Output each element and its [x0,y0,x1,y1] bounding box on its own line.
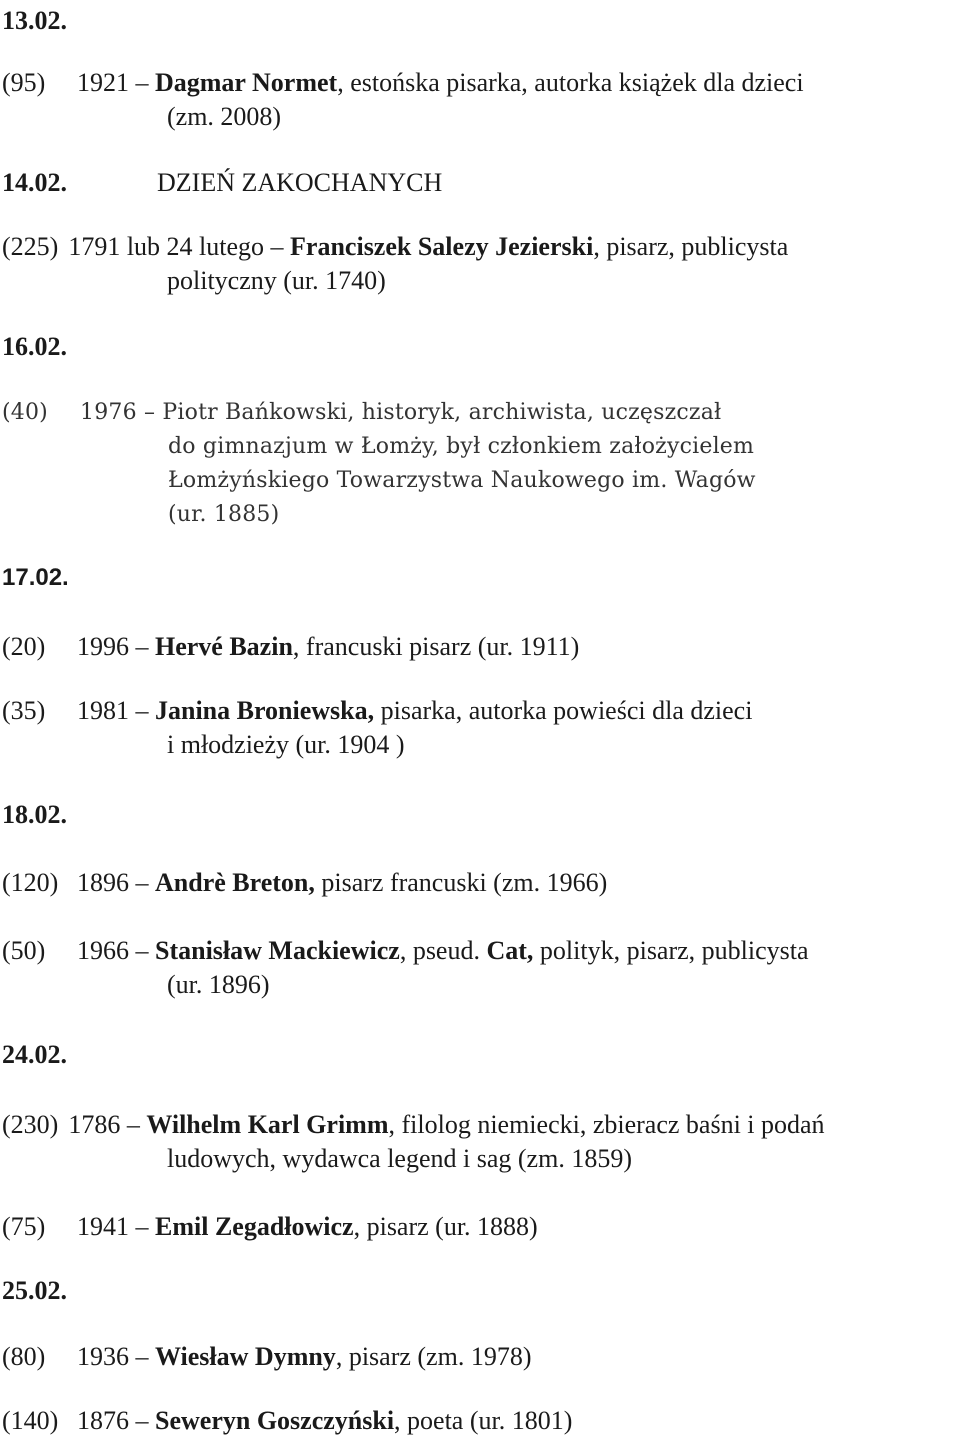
entry-person-name: Wiesław Dymny [155,1342,336,1371]
entry-description: , francuski pisarz (ur. 1911) [292,632,580,661]
entry-continuation: (ur. 1885) [168,502,280,527]
entry-description: , pisarz, publicysta [593,232,789,261]
entry-description: , filolog niemiecki, zbieracz baśni i podań [388,1110,825,1139]
entry-year: 1791 lub 24 lutego – [68,232,284,261]
entry-number: (140) [2,1406,59,1435]
entry-pseudonym: Cat, [486,936,534,965]
entry-continuation: do gimnazjum w Łomży, był członkiem założycielem [168,434,755,459]
entry-person-name: Stanisław Mackiewicz [155,936,400,965]
date-heading-25-02: 25.02. [2,1276,67,1305]
entry-zegadlowicz [2,1210,960,1244]
entry-description: , poeta (ur. 1801) [394,1406,573,1435]
entry-number: (40) [2,400,48,425]
entry-year: 1976 – [80,400,156,425]
entry-number: (50) [2,936,46,965]
entry-person-name: Hervé Bazin [155,632,293,661]
entry-continuation: (zm. 2008) [167,102,282,131]
entry-description: , pseud. [399,936,487,965]
entry-year: 1941 – [77,1212,149,1241]
entry-description: , pisarz (zm. 1978) [335,1342,532,1371]
entry-person-name: Janina Broniewska, [155,696,375,725]
entry-number: (230) [2,1110,59,1139]
entry-continuation: i młodzieży (ur. 1904 ) [167,730,405,759]
date-heading-16-02: 16.02. [2,332,67,361]
entry-person-name: Andrè Breton, [155,868,315,897]
entry-bankowski [2,396,960,532]
entry-person-name: Seweryn Goszczyński [155,1406,395,1435]
entry-number: (35) [2,696,46,725]
entry-year: 1966 – [77,936,149,965]
entry-person-name: Emil Zegadłowicz [155,1212,354,1241]
entry-year: 1981 – [77,696,149,725]
date-heading-24-02: 24.02. [2,1040,67,1069]
entry-year: 1786 – [68,1110,140,1139]
entry-year: 1936 – [77,1342,149,1371]
date-heading-18-02: 18.02. [2,800,67,829]
entry-number: (75) [2,1212,46,1241]
entry-continuation: ludowych, wydawca legend i sag (zm. 1859) [167,1144,632,1173]
entry-bazin [2,630,960,664]
entry-person-name: Dagmar Normet [155,68,338,97]
entry-description: pisarz francuski (zm. 1966) [314,868,608,897]
date-label: 14.02. [2,168,67,197]
entry-person-name: Franciszek Salezy Jezierski [290,232,594,261]
date-heading-17-02: 17.02. [2,564,69,591]
entry-number: (95) [2,68,46,97]
entry-grimm [2,1108,960,1176]
entry-continuation: (ur. 1896) [167,970,270,999]
entry-number: (120) [2,868,59,897]
entry-description: pisarka, autorka powieści dla dzieci [374,696,753,725]
entry-normet [2,66,960,134]
entry-description: polityk, pisarz, publicysta [533,936,809,965]
entry-continuation: Łomżyńskiego Towarzystwa Naukowego im. Wagów [168,468,756,493]
entry-mackiewicz [2,934,960,1002]
entry-description: , estońska pisarka, autorka książek dla dzieci [337,68,804,97]
entry-year: 1896 – [77,868,149,897]
entry-year: 1921 – [77,68,149,97]
entry-number: (80) [2,1342,46,1371]
holiday-label: DZIEŃ ZAKOCHANYCH [157,168,443,197]
date-heading-14-02 [2,168,442,198]
entry-number: (225) [2,232,59,261]
entry-breton [2,866,960,900]
date-heading-13-02: 13.02. [2,6,67,35]
entry-year: 1876 – [77,1406,149,1435]
entry-broniewska [2,694,960,762]
entry-dymny [2,1340,960,1374]
entry-year: 1996 – [77,632,149,661]
entry-description: Piotr Bańkowski, historyk, archiwista, uczęszczał [162,400,722,425]
entry-goszczynski [2,1404,960,1438]
entry-number: (20) [2,632,46,661]
entry-continuation: polityczny (ur. 1740) [167,266,386,295]
entry-jezierski [2,230,960,298]
entry-person-name: Wilhelm Karl Grimm [146,1110,389,1139]
entry-description: , pisarz (ur. 1888) [353,1212,538,1241]
